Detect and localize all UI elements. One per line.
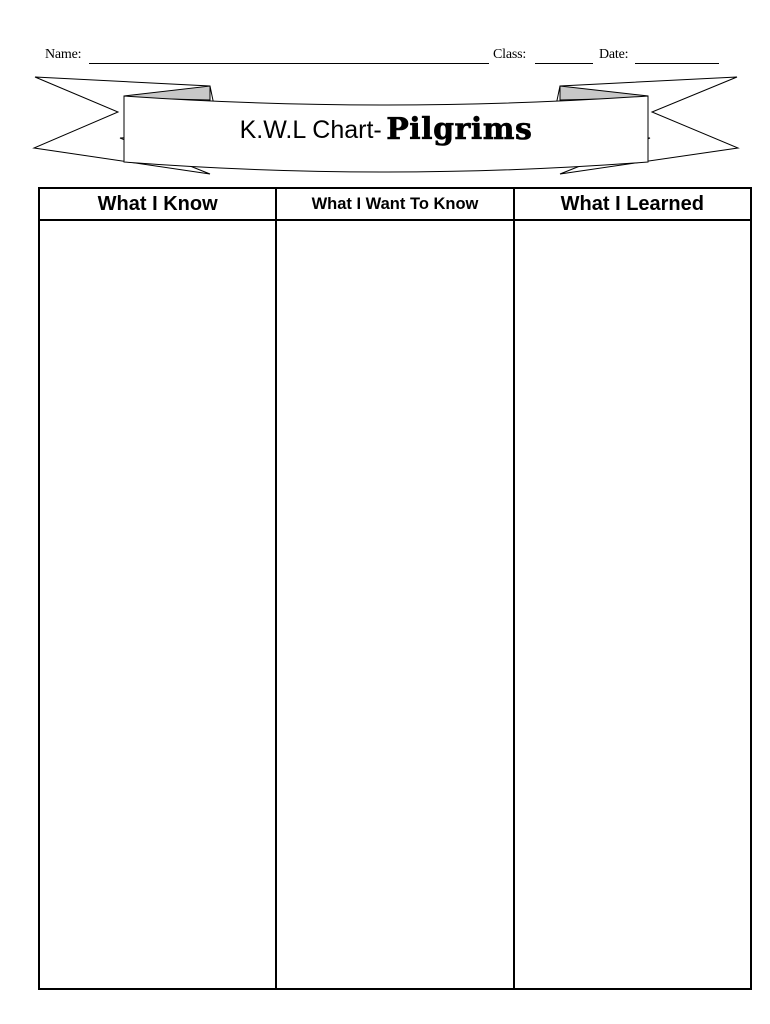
writing-area-want-to-know[interactable] bbox=[277, 221, 512, 988]
title-topic: Pilgrims bbox=[386, 112, 533, 147]
kwl-column-learned bbox=[513, 189, 750, 988]
class-label: Class: bbox=[493, 47, 527, 62]
student-info-fields bbox=[45, 46, 720, 68]
date-field[interactable] bbox=[635, 63, 719, 64]
column-heading-learned: What I Learned bbox=[515, 189, 750, 221]
name-field[interactable] bbox=[89, 63, 489, 64]
class-field[interactable] bbox=[535, 63, 593, 64]
kwl-column-want-to-know bbox=[275, 189, 512, 988]
name-label: Name: bbox=[45, 47, 82, 62]
kwl-table bbox=[38, 187, 752, 990]
title-prefix: K.W.L Chart- bbox=[239, 116, 382, 144]
title-banner bbox=[30, 74, 742, 184]
column-heading-know: What I Know bbox=[40, 189, 275, 221]
page-title bbox=[30, 110, 742, 150]
date-label: Date: bbox=[599, 47, 629, 62]
column-heading-want-to-know: What I Want To Know bbox=[277, 189, 512, 221]
writing-area-learned[interactable] bbox=[515, 221, 750, 988]
writing-area-know[interactable] bbox=[40, 221, 275, 988]
kwl-column-know bbox=[40, 189, 275, 988]
